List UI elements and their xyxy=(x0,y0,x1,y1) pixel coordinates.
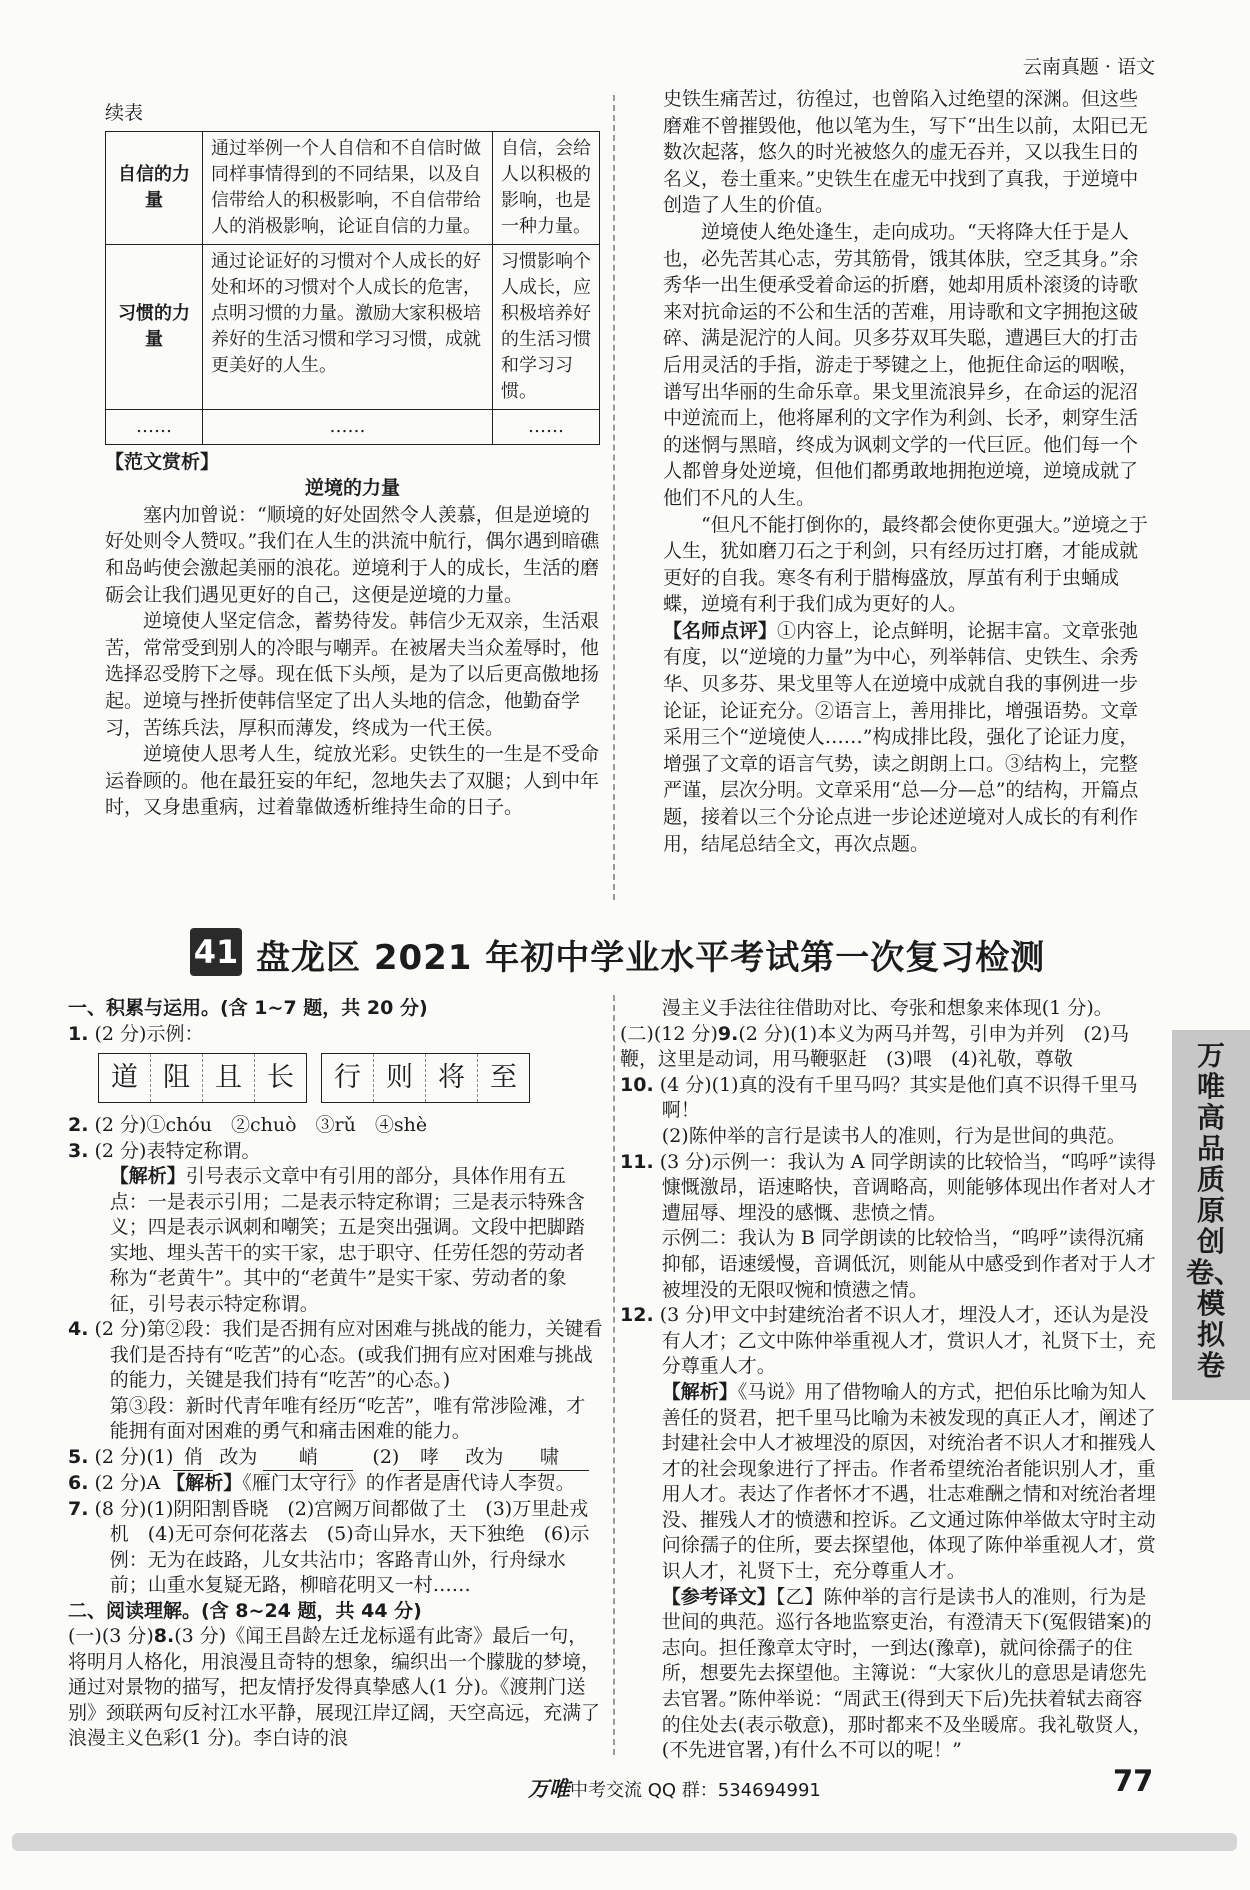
question-number: 11. xyxy=(620,1150,654,1173)
question-8 xyxy=(68,1624,603,1752)
essay-paragraph: 史铁生痛苦过，彷徨过，也曾陷入过绝望的深渊。但这些磨难不曾摧毁他，他以笔为生，写下“出生以前，太阳已无数次起落，悠久的时光被悠久的虚无吞并，又以我生日的名义，卷土重来。”史铁生在虚无中找到了真我，于逆境中创造了人生的价值。 xyxy=(663,88,1148,217)
column-divider-bottom xyxy=(613,995,615,1755)
question-number: 9. xyxy=(717,1022,739,1045)
continue-label: 续表 xyxy=(105,102,144,124)
left-bottom-column xyxy=(68,996,603,1752)
table-label: 自信的力量 xyxy=(106,131,203,244)
summary-table xyxy=(105,131,600,445)
question-3 xyxy=(68,1139,603,1165)
question-number: 5. xyxy=(68,1445,89,1468)
comment-text: ①内容上，论点鲜明，论据丰富。文章张弛有度，以“逆境的力量”为中心，列举韩信、史铁生、余秀华、贝多芬、果戈里等人在逆境中成就自我的事例进一步论证，论证充分。②语言上，善用排比，增强语势。文章采用三个“逆境使人……”构成排比段，强化了论证力度，增强了文章的语言气势，读之朗朗上口。③结构上，完整严谨，层次分明。文章采用“总—分—总”的结构，开篇点题，接着以三个分论点进一步论述逆境对人成长的有利作用，结尾总结全文，再次点题。 xyxy=(663,619,1139,855)
essay-paragraph: 逆境使人坚定信念，蓄势待发。韩信少无双亲，生活艰苦，常常受到别人的冷眼与嘲弄。在被屠夫当众羞辱时，他选择忍受胯下之辱。现在低下头颅，是为了以后更高傲地扬起。逆境与挫折使韩信坚定了出人头地的信念，他勤奋学习，苦练兵法，厚积而薄发，终成为一代王侯。 xyxy=(105,610,600,739)
grid-cell: 行 xyxy=(322,1054,374,1102)
answer-grid xyxy=(98,1053,603,1103)
question-text: (2 分)示例： xyxy=(94,1022,204,1045)
table-content: 通过举例一个人自信和不自信时做同样事情得到的不同结果，以及自信带给人的积极影响，不自信带给人的消极影响，论证自信的力量。 xyxy=(203,131,493,244)
table-row xyxy=(106,131,600,244)
analysis-tag: 【解析】 xyxy=(661,1380,738,1403)
grid-box-2 xyxy=(321,1053,530,1103)
translation-tag: 【参考译文】 xyxy=(661,1585,776,1608)
reference-translation xyxy=(620,1585,1160,1764)
question-text: (2 分)第②段：我们是否拥有应对困难与挑战的能力，关键看我们是否持有“吃苦”的心态。(或我们拥有应对困难与挑战的能力，关键是我们持有“吃苦”的心态。) xyxy=(94,1318,603,1391)
table-content: …… xyxy=(203,409,493,444)
footer xyxy=(528,1773,821,1803)
sub-section-label: (一)(3 分) xyxy=(68,1625,154,1647)
question-number: 7. xyxy=(68,1497,89,1520)
question-4-b: 第③段：新时代青年唯有经历“吃苦”，唯有常涉险滩，才能拥有面对困难的勇气和痛击困难的能力。 xyxy=(109,1394,586,1442)
grid-cell: 则 xyxy=(374,1054,426,1102)
grid-box-1 xyxy=(98,1053,307,1103)
question-number: 8. xyxy=(153,1625,175,1647)
sub-section-label: (二)(12 分) xyxy=(620,1022,718,1045)
question-number: 6. xyxy=(68,1472,89,1494)
question-11 xyxy=(620,1150,1160,1227)
teacher-comment xyxy=(663,618,1155,857)
exam-title: 盘龙区 2021 年初中学业水平考试第一次复习检测 xyxy=(256,938,1046,978)
question-5 xyxy=(68,1445,603,1472)
table-result: …… xyxy=(493,409,600,444)
question-text: (3 分)示例一：我认为 A 同学朗读的比较恰当，“呜呼”读得慷慨激昂，语速略快，音调略高，则能够体现出作者对人才遭屈辱、埋没的感慨、悲愤之情。 xyxy=(659,1150,1156,1224)
question-12 xyxy=(620,1303,1160,1380)
question-11-b: 示例二：我认为 B 同学朗读的比较恰当，“呜呼”读得沉痛抑郁，语速缓慢，音调低沉，则能从中感受到作者对于人才被埋没的无限叹惋和愤懑之情。 xyxy=(661,1227,1156,1301)
analysis xyxy=(68,1164,603,1317)
question-number: 1. xyxy=(68,1022,89,1045)
question-text: (4 分)(1)真的没有千里马吗？其实是他们真不识得千里马啊！ xyxy=(659,1073,1138,1122)
question-text: (8 分)(1)阴阳割昏晓 (2)宫阙万间都做了土 (3)万里赴戎机 (4)无可奈何花落去 (5)奇山异水，天下独绝 (6)示例：无为在歧路，儿女共沾巾；客路青山外，行舟绿水前；山重水复疑无路，柳暗花明又一村…… xyxy=(94,1497,590,1596)
grid-cell: 道 xyxy=(99,1054,151,1102)
question-4 xyxy=(68,1317,603,1394)
translation-text: 【乙】陈仲举的言行是读书人的准则，行为是世间的典范。巡行各地监察吏治，有澄清天下(冤假错案)的志向。担任豫章太守时，一到达(豫章)，就问徐孺子的住所，想要先去探望他。主簿说：“大家伙儿的意思是请您先去官署。”陈仲举说：“周武王(得到天下后)先扶着轼去商容的住处去(表示敬意)，那时都来不及坐暖席。我礼敬贤人，(不先进官署，)有什么不可以的呢！” xyxy=(661,1585,1152,1762)
footer-brand: 万唯 xyxy=(528,1777,570,1801)
grid-cell: 长 xyxy=(267,1062,294,1093)
blank-answer: 哮 xyxy=(399,1445,459,1472)
table-row xyxy=(106,409,600,444)
question-text: (2 分)A xyxy=(94,1472,161,1494)
blank-answer: 峭 xyxy=(263,1445,353,1472)
grid-cell: 且 xyxy=(203,1054,255,1102)
analysis xyxy=(620,1380,1160,1585)
question-text: (2 分)表特定称谓。 xyxy=(94,1139,261,1162)
table-label: 习惯的力量 xyxy=(106,244,203,409)
question-8-cont: 漫主义手法往往借助对比、夸张和想象来体现(1 分)。 xyxy=(661,997,1113,1019)
question-7 xyxy=(68,1497,603,1599)
question-text: (2 分)(1)本义为两马并驾，引申为并列 (2)马鞭，这里是动词，用马鞭驱赶 (3)喂 (4)礼敬，尊敬 xyxy=(620,1022,1130,1071)
question-number: 2. xyxy=(68,1114,89,1136)
analysis-text: 《雁门太守行》的作者是唐代诗人李贺。 xyxy=(242,1472,575,1494)
analysis-tag: 【解析】 xyxy=(166,1472,243,1494)
question-10-b: (2)陈仲举的言行是读书人的准则，行为是世间的典范。 xyxy=(661,1124,1126,1147)
question-text: (3 分)甲文中封建统治者不识人才，埋没人才，还认为是没有人才；乙文中陈仲举重视人才，赏识人才，礼贤下士，充分尊重人才。 xyxy=(659,1304,1156,1378)
right-bottom-column xyxy=(620,996,1160,1764)
left-top-column xyxy=(105,100,600,821)
grid-cell: 至 xyxy=(490,1062,517,1093)
table-result: 自信，会给人以积极的影响，也是一种力量。 xyxy=(493,131,600,244)
essay-paragraph: 塞内加曾说：“顺境的好处固然令人羡慕，但是逆境的好处则令人赞叹。”我们在人生的洪流中航行，偶尔遇到暗礁和岛屿使会激起美丽的浪花。逆境利于人的成长，生活的磨砺会让我们遇见更好的自己，这便是逆境的力量。 xyxy=(105,503,600,606)
essay-paragraph: 逆境使人绝处逢生，走向成功。“天将降大任于是人也，必先苦其心志，劳其筋骨，饿其体肤，空乏其身。”余秀华一出生便承受着命运的折磨，她却用质朴滚烫的诗歌来对抗命运的不公和生活的苦难，用诗歌和文字拥抱这破碎、满是泥泞的人间。贝多芬双耳失聪，遭遇巨大的打击后用灵活的手指，游走于琴键之上，他扼住命运的咽喉，谱写出华丽的生命乐章。果戈里流浪异乡，在命运的泥沼中逆流而上，他将犀利的文字作为利剑、长矛，刺穿生活的迷惘与黑暗，终成为讽刺文学的一代巨匠。他们每一个人都曾身处逆境，但他们都勇敢地拥抱逆境，逆境成就了他们不凡的人生。 xyxy=(663,220,1139,509)
section-heading: 二、阅读理解。(含 8~24 题，共 44 分) xyxy=(68,1599,422,1622)
table-row xyxy=(106,244,600,409)
essay-title: 逆境的力量 xyxy=(304,477,400,500)
question-10 xyxy=(620,1073,1160,1124)
analysis-tag: 【解析】 xyxy=(109,1165,186,1187)
question-text: 改为 xyxy=(465,1445,504,1468)
analysis-text: 《马说》用了借物喻人的方式，把伯乐比喻为知人善任的贤君，把千里马比喻为未被发现的真正人才，阐述了封建社会中人才被埋没的原因，对统治者不识人才和摧残人才的社会现象进行了抨击。作者希望统治者能识别人才，重用人才。表达了作者怀才不遇，壮志难酬之情和对统治者埋没、摧残人才的愤懑和控诉。乙文通过陈仲举做太守时主动问徐孺子的住所，要去探望他，体现了陈仲举重视人才，赏识人才，礼贤下士，充分尊重人才。 xyxy=(661,1380,1156,1583)
grid-cell: 阻 xyxy=(151,1054,203,1102)
column-divider-top xyxy=(613,95,615,900)
page-number: 77 xyxy=(1113,1764,1154,1798)
question-text: (2 分)(1) xyxy=(94,1445,174,1468)
table-content: 通过论证好的习惯对个人成长的好处和坏的习惯对个人成长的危害，点明习惯的力量。激励大家积极培养好的生活习惯和学习习惯，成就更美好的人生。 xyxy=(203,244,493,409)
running-header: 云南真题 · 语文 xyxy=(1022,56,1155,78)
question-1 xyxy=(68,1022,603,1048)
essay-paragraph: “但凡不能打倒你的，最终都会使你更强大。”逆境之于人生，犹如磨刀石之于利剑，只有经历过打磨，才能成就更好的自我。寒冬有利于腊梅盛放，厚茧有利于虫蛹成蝶，逆境有利于我们成为更好的人。 xyxy=(663,513,1148,616)
table-result: 习惯影响个人成长，应积极培养好的生活习惯和学习习惯。 xyxy=(493,244,600,409)
essay-paragraph: 逆境使人思考人生，绽放光彩。史铁生的一生是不受命运眷顾的。他在最狂妄的年纪，忽地失去了双腿；人到中年时，又身患重病，过着靠做透析维持生命的日子。 xyxy=(105,743,600,819)
question-6 xyxy=(68,1471,603,1497)
question-text: (2 分)①chóu ②chuò ③rǔ ④shè xyxy=(94,1114,428,1136)
footer-text: 中考交流 QQ 群：534694991 xyxy=(570,1780,821,1801)
blank-answer: 啸 xyxy=(509,1445,589,1472)
table-label: …… xyxy=(106,409,203,444)
question-number: 3. xyxy=(68,1139,89,1162)
section-tag: 【范文赏析】 xyxy=(105,450,220,473)
bottom-strip xyxy=(12,1833,1237,1851)
question-2 xyxy=(68,1113,603,1139)
side-tab xyxy=(1172,1030,1250,1400)
grid-cell: 将 xyxy=(426,1054,478,1102)
question-number: 10. xyxy=(620,1073,654,1096)
side-tab-text: 万唯高品质原创卷、模拟卷 xyxy=(1186,1039,1243,1382)
exam-title-bar xyxy=(190,928,1070,980)
question-number: 4. xyxy=(68,1318,89,1340)
question-text: (2) xyxy=(372,1445,400,1468)
blank-answer: 俏 xyxy=(173,1445,213,1472)
question-number: 12. xyxy=(620,1304,654,1327)
question-text: 改为 xyxy=(219,1445,258,1468)
comment-tag: 【名师点评】 xyxy=(663,619,778,642)
right-top-column xyxy=(663,86,1155,857)
analysis-text: 引号表示文章中有引用的部分，具体作用有五点：一是表示引用；二是表示特定称谓；三是表示特殊含义；四是表示讽刺和嘲笑；五是突出强调。文段中把脚踏实地、埋头苦干的实干家，忠于职守、任劳任怨的劳动者称为“老黄牛”。其中的“老黄牛”是实干家、劳动者的象征，引号表示特定称谓。 xyxy=(109,1165,585,1315)
section-heading: 一、积累与运用。(含 1~7 题，共 20 分) xyxy=(68,997,428,1019)
question-9 xyxy=(620,1022,1160,1073)
question-text: (3 分)《闻王昌龄左迁龙标遥有此寄》最后一句，将明月人格化，用浪漫且奇特的想象，编织出一个朦胧的梦境，通过对景物的描写，把友情抒发得真挚感人(1 分)。《渡荆门送别》颈联两句反衬江水平静，展现江岸辽阔，天空高远，充满了浪漫主义色彩(1 分)。李白诗的浪 xyxy=(68,1625,601,1749)
exam-number-badge: 41 xyxy=(190,928,242,976)
